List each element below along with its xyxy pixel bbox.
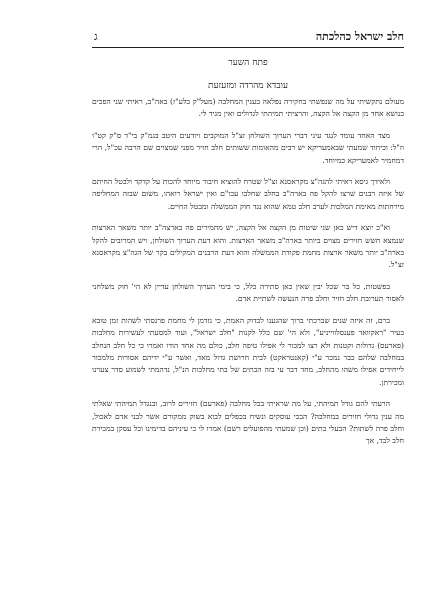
section-title: פתח השער: [228, 58, 268, 68]
paragraph: ולאידך גיסא ראיתי להגה"צ מקראסנא זצ"ל שטרח להוציא חיבור מיוחד להכות על קדקד ולבטל החיתם של איזה רבנים שרצו להקל פה בארה"ב בחלב שחלבו עכו"ם ואין ישראל רואהו, משום שבזה המחליפה מירחתות מאימת המלכות לערב חלב טמא שהוא נגד חוק הממשלה ומבטל החיים.: [92, 177, 404, 211]
paragraph: מצד האחד עומד לנגד עיני דברי הערוך השולחן זצ"ל המוקבים ויודעים היטב בגמ"ק בי"ד ס"ק קט"ו וז"ל: וביחוד שמעתי שבאמעריקא יש רבים מהאומות ששותים חלב חזיר מפני שמצוים שם הרבה עכ"ל, הרי דמחמיר לאמעריקא כמיוחד.: [92, 130, 404, 165]
paragraph: מעולם נתקשיתי על מה שנפשתי בחקירה נפלאה בענין המחלבה (מעל"ק בלע"ז) באה"ב, ראיתי שני הפכים בנושא אחד מן הקצה אל הקצה, והרציתי תמיהתי לגדולים ואין מגיד לי.: [92, 97, 404, 119]
header-rule: [92, 47, 404, 48]
page-header: [92, 30, 404, 48]
body-text: [92, 96, 404, 457]
section-subtitle: עובדא מהרדה ומזעזעת: [208, 81, 288, 91]
paragraph: בפשטות, כל בר שכל יבין שאין כאן סתירה כלל, כי בימי הערוך השולחן עדיין לא הי' חוק משלחני לאסור תערובת חלב חזיר וחלב פרה הנעשה לשתיית אדם.: [92, 281, 404, 304]
page-number: ג: [94, 30, 98, 43]
running-title: חלב ישראל כהלכתה: [315, 30, 404, 43]
paragraph: הרעתי להם גודל תמיהתי, על מה שראיתי בכל מחלבה (פארעם) חזירים לרוב, ובנגדל תמיהתי שאלתי מה ענין גדולי חזירים במחלבה? הבכי עוסקים ונשיח בכפלים לבוא בשוק ממקורם אשר לבני אדם לאכול, וחלב פרה לשתות? הבעלי בתים (וכן שמעתי מהפועלים רשם) אמרו לי כי עיניהם בדימינו וכל עסקן במכירת חלב לבד, אך: [92, 399, 404, 446]
paragraph: ברם, זה איזה שנים שברכתי ברוך שהגענו לבדוק האמת, כי נזדמן לי מחמת פרנסתי לשהות זמן טובא בעיר "ראקוואד פענסלווייניע", ולא הי' שם כלל לקנות "חלב ישראל", ועוד למסעתי לעשירות מחלבות (פארעס) גדולות וקטנות ולא רצו למכור לי אפילו טיפה חלב, כולם מה אחד הודו ואמרו כי כל חלב הנחלב במחלבה שלהם כבר נמכר ע"י (קאנטראקט) לבית חרושת גדול מאד, ואשר ע"י ידיהם אסורות מלמכור לייחידים אפילו משהו מהחלב, מחד דבר עי בזה הבתים של בתי מחלבות הנ"ל, נדהמתי לשמוע סדר צערנו ומכירתן.: [92, 315, 404, 387]
paragraph: וא"כ יוצא דיש כאן שני שיטות מן הקצה אל הקצה, יש מחמירים פה בארצה"ב יותר משאר הארצות שנמצא חשש חזירים מצוים ביותר בארה"ב משאר הארצות. והוא דעת הערוך השולחן, ויש המרובים להקל בארה"ב יותר משאר ארצות מחמת פקודת הממשלה והוא דעת הרבנים המקילים בקר של הגה"צ מקראסנא זצ"ל.: [92, 223, 404, 270]
document-page: [92, 30, 404, 570]
